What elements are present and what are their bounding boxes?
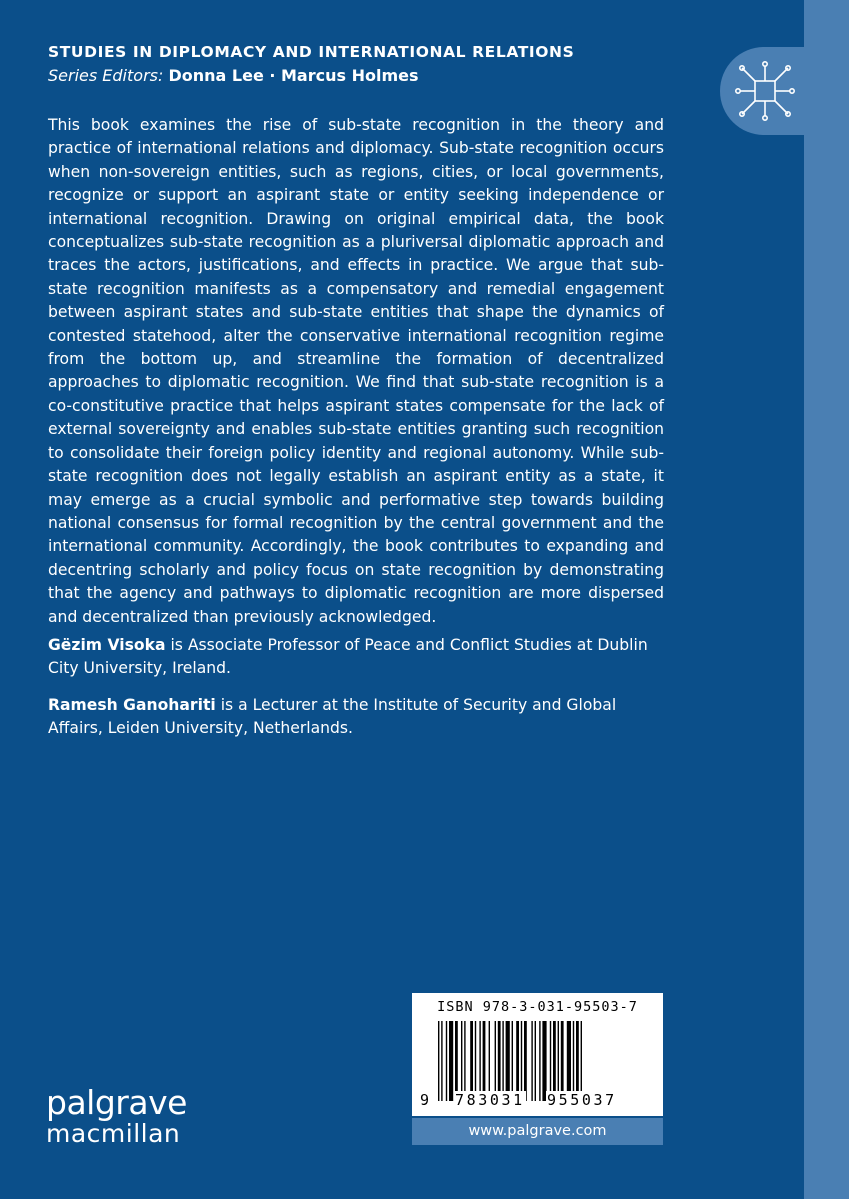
series-editors-label: Series Editors: <box>48 66 164 85</box>
author-name: Ramesh Ganohariti <box>48 696 216 714</box>
spine-strip <box>804 0 849 1199</box>
publisher-logo-line2: macmillan <box>46 1119 181 1148</box>
author-bio-text: is Associate Professor of Peace and Conflict Studies at Dublin City University, Ireland. <box>48 636 648 678</box>
publisher-website: www.palgrave.com <box>412 1118 663 1145</box>
isbn-barcode <box>412 993 663 1116</box>
ean-right-group: 955037 <box>547 1091 617 1109</box>
series-editors-names: Donna Lee · Marcus Holmes <box>168 66 419 85</box>
ean-left-group: 783031 <box>455 1091 525 1109</box>
author-bio <box>48 694 664 741</box>
publisher-logo-line1: palgrave <box>46 1083 187 1122</box>
isbn-label: ISBN 978-3-031-95503-7 <box>437 999 638 1015</box>
publisher-logo <box>46 1083 187 1148</box>
series-editors <box>48 66 419 85</box>
series-title: STUDIES IN DIPLOMACY AND INTERNATIONAL RELATIONS <box>48 43 575 61</box>
author-bio-text: is a Lecturer at the Institute of Security and Global Affairs, Leiden University, Netherlands. <box>48 696 617 738</box>
author-bio <box>48 634 664 681</box>
book-description: This book examines the rise of sub-state recognition in the theory and practice of international relations and diplomacy. Sub-state recognition occurs when non-sovereign entities, such as regions, cities, or local governments, recognize or support an aspirant state or entity seeking independence or international recognition. Drawing on original empirical data, the book conceptualizes sub-state recognition as a pluriversal diplomatic approach and traces the actors, justifications, and effects in practice. We argue that sub-state recognition manifests as a compensatory and remedial engagement between aspirant states and sub-state entities that shape the dynamics of contested statehood, alter the conservative international recognition regime from the bottom up, and streamline the formation of decentralized approaches to diplomatic recognition. We find that sub-state recognition is a co-constitutive practice that helps aspirant states compensate for the lack of external sovereignty and enables sub-state entities granting such recognition to consolidate their foreign policy identity and regional autonomy. While sub-state recognition does not legally establish an aspirant entity as a state, it may emerge as a crucial symbolic and performative step towards building national consensus for formal recognition by the central government and the international community. Accordingly, the book contributes to expanding and decentring scholarly and policy focus on state recognition by demonstrating that the agency and pathways to diplomatic recognition are more dispersed and decentralized than previously acknowledged. <box>48 116 664 626</box>
network-icon <box>732 58 798 124</box>
ean-first-digit: 9 <box>420 1091 430 1109</box>
series-emblem <box>720 47 849 135</box>
barcode-bars <box>438 1021 638 1101</box>
author-name: Gëzim Visoka <box>48 636 166 654</box>
